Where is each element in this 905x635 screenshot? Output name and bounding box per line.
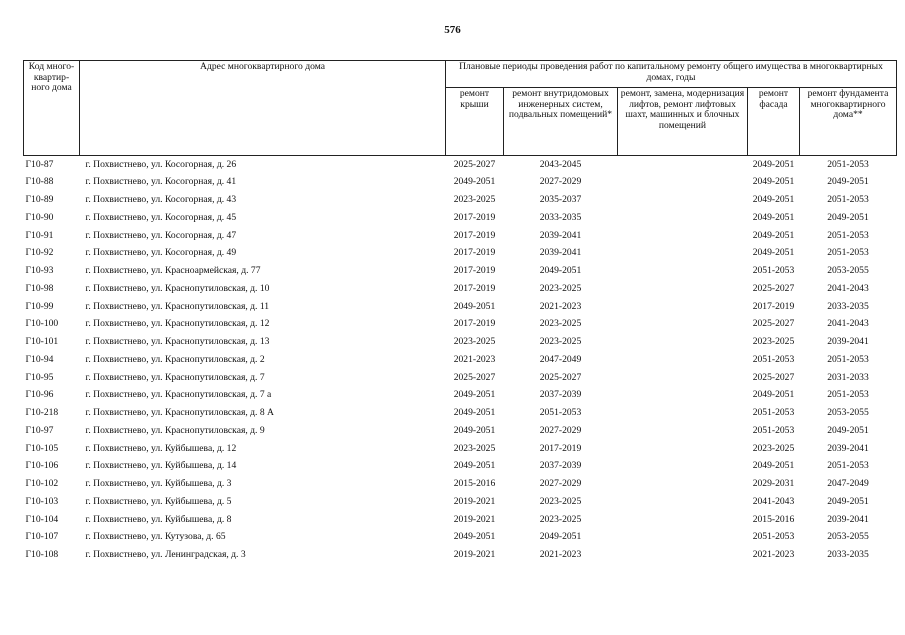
cell-foundation: 2051-2053: [827, 247, 869, 259]
table-row: [24, 511, 897, 529]
cell-foundation: 2051-2053: [827, 353, 869, 365]
table-body: [24, 156, 897, 565]
cell-foundation: 2041-2043: [827, 318, 869, 330]
cell-roof: 2025-2027: [453, 158, 496, 170]
cell-facade: 2029-2031: [752, 478, 795, 490]
cell-systems: 2051-2053: [539, 407, 582, 419]
cell-code: Г10-107: [25, 531, 59, 543]
cell-roof: 2049-2051: [453, 389, 496, 401]
cell-lifts: [618, 156, 748, 174]
cell-foundation: 2047-2049: [827, 478, 869, 490]
cell-code: Г10-108: [25, 549, 59, 561]
cell-lifts: [618, 458, 748, 476]
table-row: [24, 387, 897, 405]
cell-facade: 2021-2023: [752, 549, 795, 561]
cell-lifts: [618, 316, 748, 334]
cell-foundation: 2051-2053: [827, 229, 869, 241]
cell-code: Г10-102: [25, 478, 59, 490]
cell-code: Г10-91: [25, 229, 54, 241]
cell-code: Г10-96: [25, 389, 54, 401]
cell-code: Г10-106: [25, 460, 59, 472]
page-number: 576: [444, 24, 461, 36]
cell-lifts: [618, 493, 748, 511]
cell-foundation: 2049-2051: [827, 495, 869, 507]
cell-roof: 2049-2051: [453, 460, 496, 472]
cell-code: Г10-93: [25, 265, 54, 277]
cell-roof: 2025-2027: [453, 371, 496, 383]
cell-roof: 2023-2025: [453, 442, 496, 454]
cell-code: Г10-218: [25, 407, 59, 419]
cell-systems: 2039-2041: [539, 229, 582, 241]
cell-roof: 2049-2051: [453, 531, 496, 543]
cell-code: Г10-99: [25, 300, 54, 312]
cell-systems: 2017-2019: [539, 442, 582, 454]
table-row: [24, 369, 897, 387]
header-systems: ремонт внутридомовых инженерных систем, подвальных помещений*: [504, 88, 618, 156]
cell-facade: 2051-2053: [752, 265, 795, 277]
cell-foundation: 2039-2041: [827, 513, 869, 525]
cell-systems: 2025-2027: [539, 371, 582, 383]
cell-systems: 2023-2025: [539, 282, 582, 294]
cell-address: г. Похвистнево, ул. Косогорная, д. 47: [85, 229, 237, 241]
table-row: [24, 263, 897, 281]
cell-lifts: [618, 245, 748, 263]
cell-roof: 2017-2019: [453, 247, 496, 259]
cell-systems: 2023-2025: [539, 513, 582, 525]
cell-foundation: 2039-2041: [827, 336, 869, 348]
cell-facade: 2017-2019: [752, 300, 795, 312]
cell-facade: 2051-2053: [752, 353, 795, 365]
cell-code: Г10-105: [25, 442, 59, 454]
cell-foundation: 2041-2043: [827, 282, 869, 294]
cell-roof: 2019-2021: [453, 549, 496, 561]
cell-address: г. Похвистнево, ул. Ленинградская, д. 3: [85, 549, 246, 561]
cell-foundation: 2049-2051: [827, 424, 869, 436]
cell-systems: 2023-2025: [539, 318, 582, 330]
cell-address: г. Похвистнево, ул. Краснопутиловская, д. 7: [85, 371, 265, 383]
cell-foundation: 2049-2051: [827, 176, 869, 188]
cell-foundation: 2033-2035: [827, 300, 869, 312]
table-row: [24, 192, 897, 210]
cell-foundation: 2051-2053: [827, 389, 869, 401]
cell-roof: 2023-2025: [453, 336, 496, 348]
cell-code: Г10-90: [25, 211, 54, 223]
cell-lifts: [618, 387, 748, 405]
cell-systems: 2035-2037: [539, 194, 582, 206]
cell-address: г. Похвистнево, ул. Косогорная, д. 49: [85, 247, 237, 259]
header-foundation: ремонт фундамента многоквартирного дома**: [800, 88, 897, 156]
cell-roof: 2017-2019: [453, 265, 496, 277]
table-row: [24, 440, 897, 458]
cell-foundation: 2049-2051: [827, 211, 869, 223]
cell-roof: 2015-2016: [453, 478, 496, 490]
cell-address: г. Похвистнево, ул. Куйбышева, д. 14: [85, 460, 237, 472]
table-row: [24, 351, 897, 369]
cell-roof: 2049-2051: [453, 176, 496, 188]
cell-roof: 2021-2023: [453, 353, 496, 365]
cell-facade: 2049-2051: [752, 176, 795, 188]
cell-facade: 2051-2053: [752, 424, 795, 436]
header-lifts: ремонт, замена, модернизация лифтов, ремонт лифтовых шахт, машинных и блочных помещений: [618, 88, 748, 156]
cell-facade: 2025-2027: [752, 318, 795, 330]
cell-systems: 2047-2049: [539, 353, 582, 365]
cell-lifts: [618, 227, 748, 245]
cell-lifts: [618, 529, 748, 547]
table-row: [24, 174, 897, 192]
cell-address: г. Похвистнево, ул. Краснопутиловская, д. 11: [85, 300, 270, 312]
cell-facade: 2025-2027: [752, 371, 795, 383]
cell-address: г. Похвистнево, ул. Краснопутиловская, д. 12: [85, 318, 270, 330]
cell-facade: 2015-2016: [752, 513, 795, 525]
cell-lifts: [618, 263, 748, 281]
cell-lifts: [618, 192, 748, 210]
cell-roof: 2049-2051: [453, 424, 496, 436]
cell-systems: 2037-2039: [539, 460, 582, 472]
header-periods: Плановые периоды проведения работ по капитальному ремонту общего имущества в многоквартирных домах, годы: [446, 61, 897, 88]
cell-facade: 2051-2053: [752, 407, 795, 419]
cell-facade: 2023-2025: [752, 442, 795, 454]
header-address: Адрес многоквартирного дома: [80, 61, 446, 156]
cell-lifts: [618, 298, 748, 316]
cell-roof: 2017-2019: [453, 211, 496, 223]
cell-address: г. Похвистнево, ул. Кутузова, д. 65: [85, 531, 226, 543]
cell-address: г. Похвистнево, ул. Косогорная, д. 26: [85, 158, 237, 170]
cell-roof: 2049-2051: [453, 407, 496, 419]
cell-foundation: 2051-2053: [827, 460, 869, 472]
cell-code: Г10-104: [25, 513, 59, 525]
cell-systems: 2037-2039: [539, 389, 582, 401]
cell-lifts: [618, 369, 748, 387]
cell-code: Г10-92: [25, 247, 54, 259]
table-row: [24, 422, 897, 440]
cell-facade: 2049-2051: [752, 194, 795, 206]
cell-code: Г10-101: [25, 336, 59, 348]
cell-systems: 2043-2045: [539, 158, 582, 170]
cell-lifts: [618, 405, 748, 423]
cell-lifts: [618, 334, 748, 352]
cell-code: Г10-87: [25, 158, 54, 170]
header-code: Код много-квартир-ного дома: [24, 61, 80, 156]
cell-systems: 2023-2025: [539, 336, 582, 348]
cell-systems: 2049-2051: [539, 531, 582, 543]
cell-lifts: [618, 476, 748, 494]
cell-address: г. Похвистнево, ул. Красноармейская, д. 77: [85, 265, 261, 277]
cell-address: г. Похвистнево, ул. Краснопутиловская, д. 13: [85, 336, 270, 348]
cell-facade: 2041-2043: [752, 495, 795, 507]
cell-facade: 2023-2025: [752, 336, 795, 348]
cell-code: Г10-103: [25, 495, 59, 507]
cell-foundation: 2051-2053: [827, 194, 869, 206]
cell-address: г. Похвистнево, ул. Куйбышева, д. 3: [85, 478, 232, 490]
cell-roof: 2017-2019: [453, 318, 496, 330]
table-row: [24, 280, 897, 298]
table-row: [24, 547, 897, 565]
cell-systems: 2021-2023: [539, 300, 582, 312]
cell-lifts: [618, 174, 748, 192]
cell-systems: 2033-2035: [539, 211, 582, 223]
table-row: [24, 298, 897, 316]
cell-facade: 2049-2051: [752, 158, 795, 170]
cell-code: Г10-100: [25, 318, 59, 330]
cell-code: Г10-95: [25, 371, 54, 383]
table-row: [24, 458, 897, 476]
table-row: [24, 493, 897, 511]
cell-address: г. Похвистнево, ул. Косогорная, д. 43: [85, 194, 237, 206]
table-row: [24, 227, 897, 245]
table-header: [24, 61, 897, 156]
cell-address: г. Похвистнево, ул. Куйбышева, д. 5: [85, 495, 232, 507]
cell-systems: 2049-2051: [539, 265, 582, 277]
table-row: [24, 405, 897, 423]
cell-roof: 2017-2019: [453, 229, 496, 241]
cell-code: Г10-88: [25, 176, 54, 188]
cell-lifts: [618, 440, 748, 458]
cell-address: г. Похвистнево, ул. Куйбышева, д. 8: [85, 513, 232, 525]
cell-systems: 2027-2029: [539, 478, 582, 490]
cell-address: г. Похвистнево, ул. Краснопутиловская, д. 8 А: [85, 407, 274, 419]
cell-roof: 2019-2021: [453, 513, 496, 525]
cell-foundation: 2053-2055: [827, 265, 869, 277]
cell-address: г. Похвистнево, ул. Косогорная, д. 41: [85, 176, 237, 188]
cell-foundation: 2053-2055: [827, 531, 869, 543]
cell-facade: 2051-2053: [752, 531, 795, 543]
table-row: [24, 529, 897, 547]
cell-roof: 2049-2051: [453, 300, 496, 312]
cell-address: г. Похвистнево, ул. Краснопутиловская, д. 10: [85, 282, 270, 294]
header-facade: ремонт фасада: [748, 88, 800, 156]
table-row: [24, 156, 897, 174]
capital-repair-table: [23, 60, 897, 564]
cell-lifts: [618, 422, 748, 440]
cell-systems: 2021-2023: [539, 549, 582, 561]
cell-code: Г10-89: [25, 194, 54, 206]
cell-address: г. Похвистнево, ул. Краснопутиловская, д. 9: [85, 424, 265, 436]
cell-facade: 2049-2051: [752, 229, 795, 241]
cell-systems: 2039-2041: [539, 247, 582, 259]
cell-systems: 2023-2025: [539, 495, 582, 507]
header-roof: ремонт крыши: [446, 88, 504, 156]
cell-lifts: [618, 280, 748, 298]
cell-address: г. Похвистнево, ул. Краснопутиловская, д. 2: [85, 353, 265, 365]
cell-lifts: [618, 547, 748, 565]
cell-systems: 2027-2029: [539, 176, 582, 188]
cell-lifts: [618, 511, 748, 529]
cell-facade: 2049-2051: [752, 247, 795, 259]
cell-lifts: [618, 351, 748, 369]
cell-roof: 2017-2019: [453, 282, 496, 294]
cell-systems: 2027-2029: [539, 424, 582, 436]
cell-foundation: 2051-2053: [827, 158, 869, 170]
cell-address: г. Похвистнево, ул. Косогорная, д. 45: [85, 211, 237, 223]
cell-address: г. Похвистнево, ул. Краснопутиловская, д. 7 а: [85, 389, 272, 401]
cell-foundation: 2031-2033: [827, 371, 869, 383]
cell-roof: 2019-2021: [453, 495, 496, 507]
cell-facade: 2049-2051: [752, 211, 795, 223]
cell-code: Г10-94: [25, 353, 54, 365]
table-row: [24, 476, 897, 494]
cell-foundation: 2033-2035: [827, 549, 869, 561]
table-row: [24, 209, 897, 227]
cell-address: г. Похвистнево, ул. Куйбышева, д. 12: [85, 442, 237, 454]
table-row: [24, 245, 897, 263]
cell-facade: 2049-2051: [752, 460, 795, 472]
cell-code: Г10-98: [25, 282, 54, 294]
cell-roof: 2023-2025: [453, 194, 496, 206]
cell-code: Г10-97: [25, 424, 54, 436]
cell-foundation: 2053-2055: [827, 407, 869, 419]
cell-facade: 2049-2051: [752, 389, 795, 401]
cell-lifts: [618, 209, 748, 227]
cell-facade: 2025-2027: [752, 282, 795, 294]
cell-foundation: 2039-2041: [827, 442, 869, 454]
table-row: [24, 334, 897, 352]
table-row: [24, 316, 897, 334]
